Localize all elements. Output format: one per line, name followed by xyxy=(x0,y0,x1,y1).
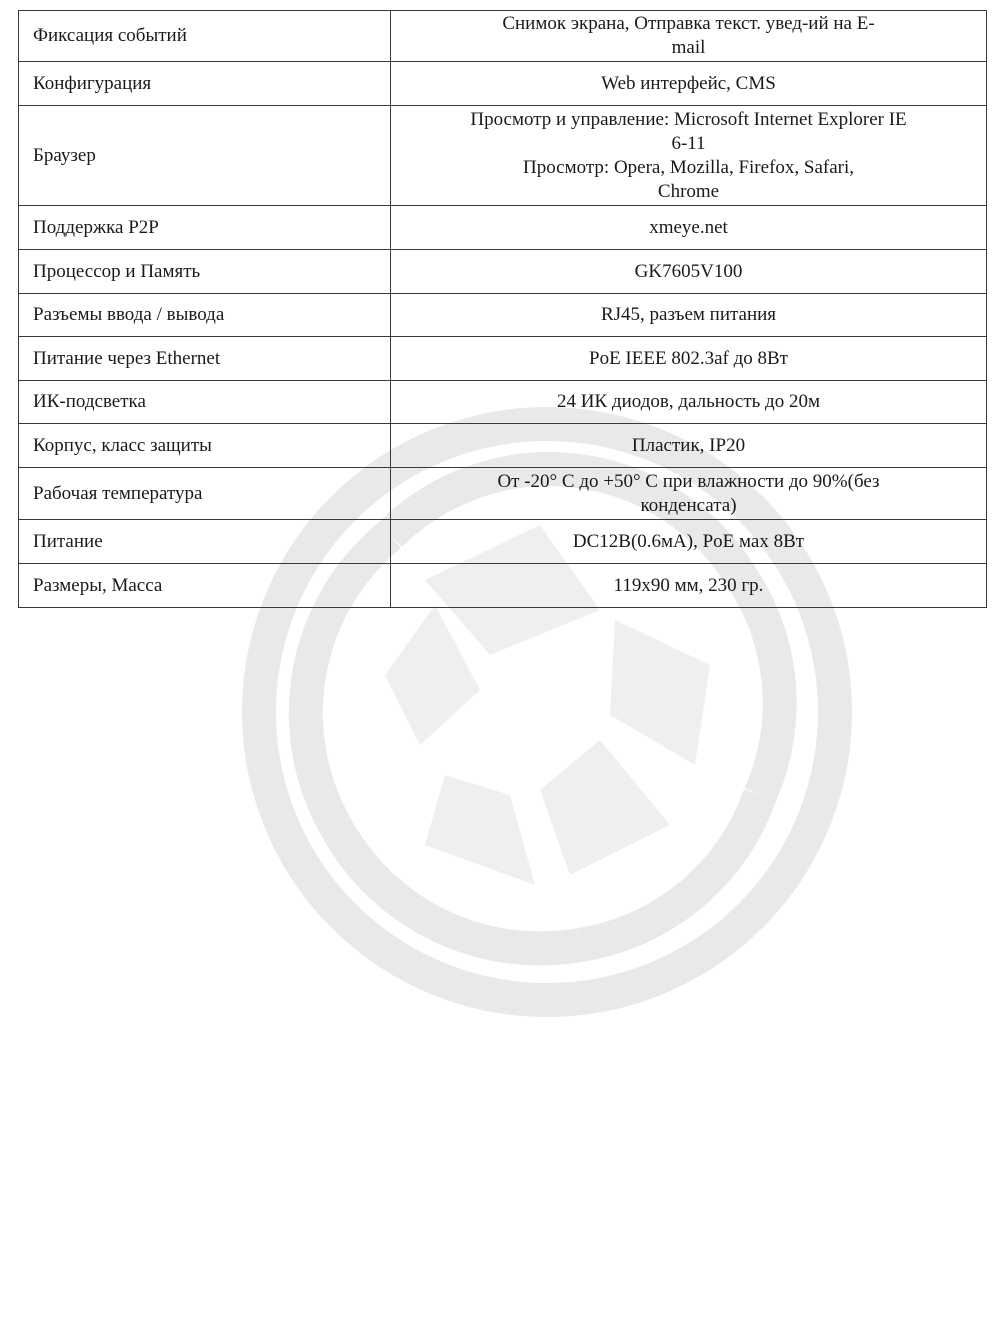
table-row xyxy=(19,294,987,337)
param-value xyxy=(391,564,987,608)
param-value-line: GK7605V100 xyxy=(634,260,743,282)
param-value xyxy=(391,11,987,62)
param-value xyxy=(391,381,987,424)
table-row xyxy=(19,337,987,381)
table-row xyxy=(19,206,987,250)
param-value xyxy=(391,106,987,206)
specifications-table xyxy=(18,10,987,608)
param-value-line: Пластик, IP20 xyxy=(631,434,746,456)
param-value xyxy=(391,520,987,564)
param-name: Питание xyxy=(19,520,391,564)
param-value-line: Просмотр: Opera, Mozilla, Firefox, Safari, xyxy=(522,156,855,178)
param-value-line: 24 ИК диодов, дальность до 20м xyxy=(557,391,820,412)
param-value-line: От -20° С до +50° С при влажности до 90%(без xyxy=(497,470,880,492)
table-row xyxy=(19,468,987,520)
table-row xyxy=(19,106,987,206)
param-name: ИК-подсветка xyxy=(19,381,391,424)
param-value-line: xmeye.net xyxy=(649,216,728,238)
param-value xyxy=(391,424,987,468)
param-value xyxy=(391,294,987,337)
param-value-line: 119х90 мм, 230 гр. xyxy=(613,574,764,596)
table-row xyxy=(19,564,987,608)
param-name: Рабочая температура xyxy=(19,468,391,520)
param-value-line: DC12В(0.6мА), PoE мах 8Вт xyxy=(572,530,805,552)
param-value-line: конденсата) xyxy=(640,494,737,516)
param-value xyxy=(391,250,987,294)
param-value xyxy=(391,62,987,106)
param-value-line: PoE IEEE 802.3af до 8Вт xyxy=(589,347,788,369)
param-value-line: RJ45, разъем питания xyxy=(600,304,777,325)
table-row xyxy=(19,250,987,294)
table-row xyxy=(19,424,987,468)
table-row xyxy=(19,11,987,62)
param-name: Процессор и Память xyxy=(19,250,391,294)
param-value xyxy=(391,337,987,381)
param-value-line: Снимок экрана, Отправка текст. увед-ий на E- xyxy=(502,13,875,34)
table-row xyxy=(19,520,987,564)
param-value-line: Web интерфейс, CMS xyxy=(601,72,776,94)
param-name: Поддержка P2P xyxy=(19,206,391,250)
param-value xyxy=(391,206,987,250)
param-name: Размеры, Масса xyxy=(19,564,391,608)
param-value-line: 6-11 xyxy=(671,132,706,154)
param-name: Браузер xyxy=(19,106,391,206)
param-name: Корпус, класс защиты xyxy=(19,424,391,468)
specifications-table-body xyxy=(19,11,987,608)
table-row xyxy=(19,62,987,106)
param-value xyxy=(391,468,987,520)
table-row xyxy=(19,381,987,424)
param-name: Фиксация событий xyxy=(19,11,391,62)
param-name: Разъемы ввода / вывода xyxy=(19,294,391,337)
param-name: Конфигурация xyxy=(19,62,391,106)
param-value-line: mail xyxy=(671,37,706,58)
param-name: Питание через Ethernet xyxy=(19,337,391,381)
param-value-line: Просмотр и управление: Microsoft Internet Explorer IE xyxy=(470,108,907,130)
param-value-line: Chrome xyxy=(657,180,720,202)
